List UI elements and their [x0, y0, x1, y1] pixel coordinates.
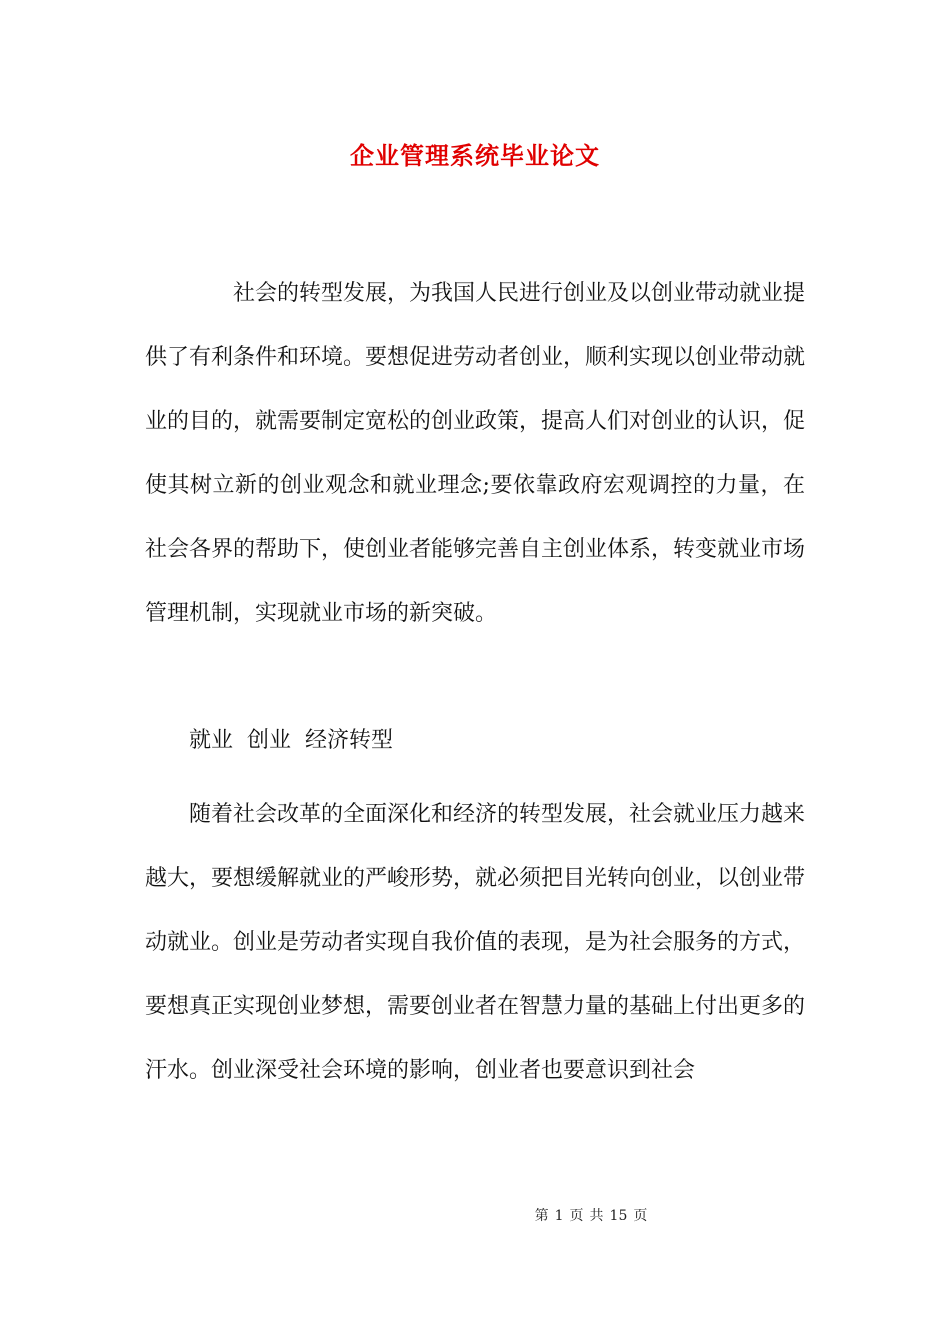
keywords-line: 就业 创业 经济转型 — [189, 728, 393, 753]
footer-page-word: 页 — [569, 1208, 584, 1224]
footer-total-word: 共 — [589, 1208, 604, 1224]
footer-prefix: 第 — [534, 1208, 549, 1224]
footer-suffix: 页 — [633, 1208, 648, 1224]
paragraph-1: 社会的转型发展，为我国人民进行创业及以创业带动就业提供了有利条件和环境。要想促进劳动者创业，顺利实现以创业带动就业的目的，就需要制定宽松的创业政策，提高人们对创业的认识，促使其树立新的创业观念和就业理念;要依靠政府宏观调控的力量，在社会各界的帮助下，使创业者能够完善自主创业体系，转变就业市场管理机制，实现就业市场的新突破。 — [145, 281, 806, 626]
footer-current-page: 1 — [554, 1208, 564, 1224]
document-title: 企业管理系统毕业论文 — [350, 141, 600, 170]
paragraph-2: 随着社会改革的全面深化和经济的转型发展，社会就业压力越来越大，要想缓解就业的严峻形势，就必须把目光转向创业，以创业带动就业。创业是劳动者实现自我价值的表现，是为社会服务的方式，要想真正实现创业梦想，需要创业者在智慧力量的基础上付出更多的汗水。创业深受社会环境的影响，创业者也要意识到社会 — [145, 802, 806, 1083]
page-footer — [0, 1205, 950, 1225]
footer-total-pages: 15 — [609, 1208, 628, 1224]
